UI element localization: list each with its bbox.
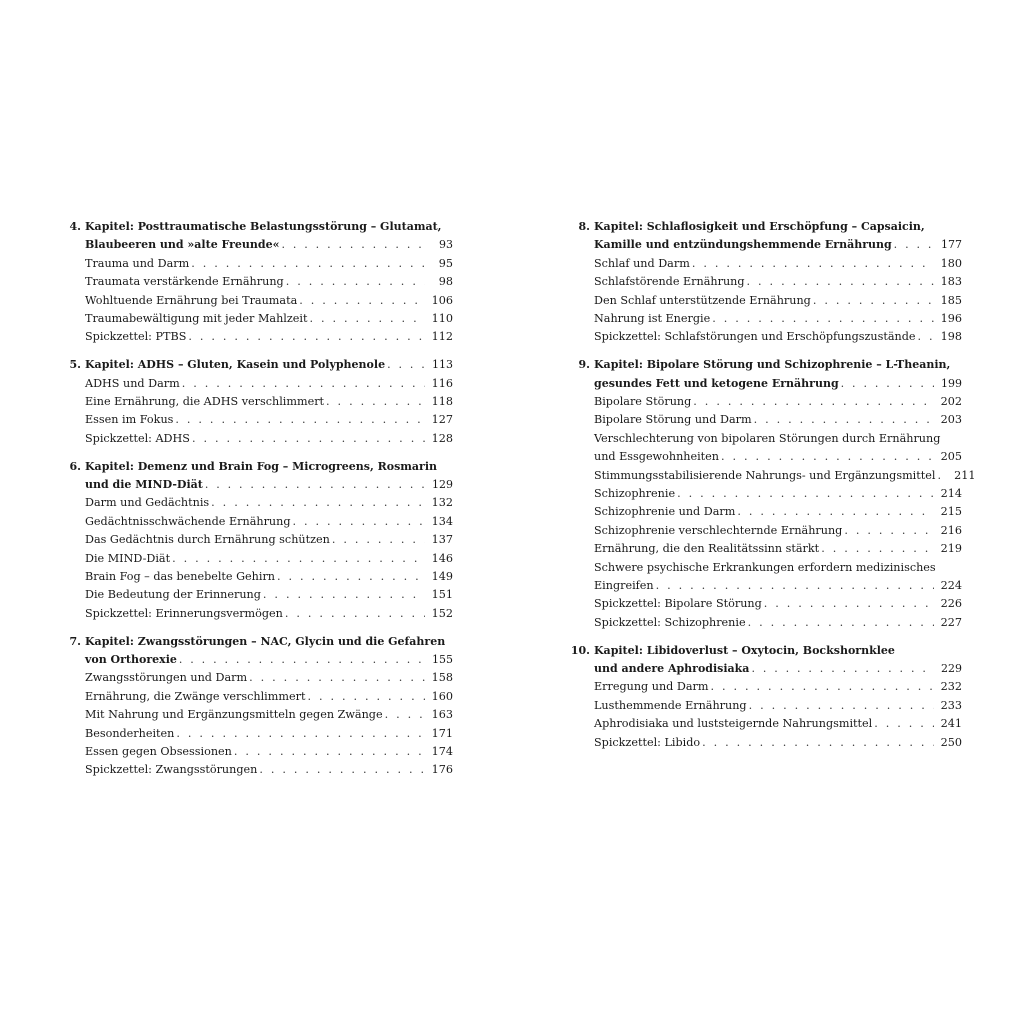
page-number: 205 — [940, 450, 962, 464]
chapter-heading-line — [53, 236, 453, 254]
chapter-block — [53, 458, 453, 624]
entry-title: Spickzettel: Bipolare Störung — [594, 597, 762, 611]
toc-leader-row — [85, 430, 453, 448]
page-number: 177 — [941, 238, 962, 252]
page-number: 146 — [431, 551, 453, 565]
toc-leader-row — [594, 375, 962, 393]
entry-title: Besonderheiten — [85, 726, 175, 740]
dot-leader — [324, 393, 425, 411]
toc-leader-row — [594, 540, 962, 558]
toc-entry — [562, 273, 962, 291]
entry-title: Gedächtnisschwächende Ernährung — [85, 514, 291, 528]
entry-title: Spickzettel: Schlafstörungen und Erschöpfungszustände — [594, 330, 916, 344]
toc-entry — [562, 614, 962, 632]
entry-title: Spickzettel: PTBS — [85, 330, 187, 344]
chapter-heading-line — [562, 375, 962, 393]
toc-entry — [562, 485, 962, 503]
entry-title: Verschlechterung von bipolaren Störungen durch Ernährung — [594, 431, 941, 445]
page-number: 118 — [431, 395, 453, 409]
entry-title: Schizophrenie — [594, 486, 676, 500]
dot-leader — [709, 678, 935, 696]
dot-leader — [892, 236, 934, 254]
toc-leader-row — [85, 568, 453, 586]
toc-leader-row — [85, 725, 453, 743]
page-number: 113 — [432, 358, 453, 372]
toc-leader-row — [594, 328, 962, 346]
dot-leader — [291, 513, 426, 531]
entry-title: Bipolare Störung und Darm — [594, 413, 752, 427]
toc-entry — [53, 411, 453, 429]
toc-leader-row — [85, 633, 453, 651]
dot-leader — [819, 540, 934, 558]
toc-entry — [53, 310, 453, 328]
dot-leader — [735, 503, 934, 521]
entry-title: Essen gegen Obsessionen — [85, 745, 232, 759]
toc-leader-row — [594, 273, 962, 291]
dot-leader — [305, 688, 425, 706]
chapter-number: 5. — [69, 358, 81, 372]
page-number: 250 — [940, 735, 962, 749]
toc-leader-row — [85, 218, 453, 236]
toc-leader-row — [85, 356, 453, 374]
chapter-title: und die MIND-Diät — [85, 478, 203, 492]
dot-leader — [275, 568, 425, 586]
page-number: 185 — [940, 293, 962, 307]
dot-leader — [762, 595, 934, 613]
page-number: 214 — [940, 486, 962, 500]
page-number: 199 — [941, 376, 962, 390]
dot-leader — [174, 725, 425, 743]
toc-leader-row — [594, 715, 962, 733]
toc-leader-row — [594, 642, 962, 660]
page-number: 176 — [431, 763, 453, 777]
entry-title: Ernährung, die Zwänge verschlimmert — [85, 689, 306, 703]
entry-title: Stimmungsstabilisierende Nahrungs- und Ergänzungsmittel — [594, 468, 936, 482]
chapter-title: Kapitel: Zwangsstörungen – NAC, Glycin und die Gefahren — [85, 634, 446, 648]
page-number: 137 — [431, 533, 453, 547]
toc-entry — [53, 605, 453, 623]
toc-leader-row — [594, 503, 962, 521]
toc-leader-row — [594, 522, 962, 540]
page-number: 227 — [940, 615, 962, 629]
page-number: 132 — [431, 496, 453, 510]
page-number: 216 — [940, 523, 962, 537]
dot-leader — [872, 715, 934, 733]
toc-entry — [53, 706, 453, 724]
dot-leader — [209, 494, 425, 512]
chapter-heading-line — [562, 660, 962, 678]
dot-leader — [247, 669, 425, 687]
chapter-heading-line — [562, 236, 962, 254]
chapter-heading-line — [53, 356, 453, 374]
page-number: 211 — [954, 468, 976, 482]
toc-leader-row — [594, 218, 962, 236]
dot-leader — [915, 328, 934, 346]
entry-title: Darm und Gedächtnis — [85, 496, 210, 510]
dot-leader — [261, 586, 425, 604]
entry-title: Nahrung ist Energie — [594, 311, 711, 325]
page-number: 158 — [431, 671, 453, 685]
dot-leader — [177, 651, 425, 669]
toc-entry-line — [562, 448, 962, 466]
page-number: 112 — [431, 330, 453, 344]
page-number: 152 — [431, 606, 453, 620]
dot-leader — [180, 375, 425, 393]
toc-leader-row — [85, 476, 453, 494]
dot-leader — [675, 485, 934, 503]
page-number: 203 — [940, 413, 962, 427]
dot-leader — [935, 467, 947, 485]
toc-leader-row — [85, 393, 453, 411]
page-number: 215 — [940, 505, 962, 519]
entry-title: Die Bedeutung der Erinnerung — [85, 588, 261, 602]
toc-leader-row — [594, 467, 976, 485]
chapter-block — [562, 356, 976, 632]
chapter-title: Kapitel: Demenz und Brain Fog – Microgreens, Rosmarin — [85, 459, 438, 473]
chapter-heading-line — [53, 458, 453, 476]
toc-column-right — [562, 218, 976, 761]
chapter-number: 7. — [69, 634, 81, 648]
toc-entry — [53, 328, 453, 346]
toc-leader-row — [85, 531, 453, 549]
toc-entry — [53, 255, 453, 273]
entry-title: Wohltuende Ernährung bei Traumata — [85, 293, 298, 307]
page-number: 183 — [940, 275, 962, 289]
entry-title: Schlafstörende Ernährung — [594, 275, 745, 289]
chapter-number: 4. — [69, 220, 81, 233]
toc-entry — [53, 292, 453, 310]
toc-leader-row — [85, 550, 453, 568]
toc-entry — [562, 715, 962, 733]
dot-leader — [710, 310, 934, 328]
page-number: 219 — [940, 542, 962, 556]
entry-title: und Essgewohnheiten — [594, 450, 720, 464]
toc-entry — [562, 522, 962, 540]
dot-leader — [307, 310, 425, 328]
entry-title: Schwere psychische Erkrankungen erfordern medizinisches — [594, 560, 936, 574]
entry-title: Eingreifen — [594, 578, 654, 592]
chapter-title: und andere Aphrodisiaka — [594, 661, 750, 675]
toc-entry — [562, 697, 962, 715]
toc-entry — [562, 540, 962, 558]
dot-leader — [752, 411, 934, 429]
dot-leader — [297, 292, 425, 310]
page-number: 151 — [431, 588, 453, 602]
toc-entry — [562, 292, 962, 310]
toc-entry — [53, 494, 453, 512]
toc-leader-row — [85, 494, 453, 512]
page-number: 129 — [432, 478, 453, 492]
page-number: 127 — [431, 413, 453, 427]
toc-leader-row — [594, 310, 962, 328]
dot-leader — [203, 476, 425, 494]
chapter-block — [562, 642, 962, 752]
page-number: 134 — [431, 514, 453, 528]
chapter-number: 6. — [69, 459, 81, 473]
toc-leader-row — [594, 734, 962, 752]
dot-leader — [690, 255, 934, 273]
page-number: 224 — [940, 578, 962, 592]
dot-leader — [232, 743, 425, 761]
toc-leader-row — [594, 559, 962, 577]
toc-leader-row — [85, 411, 453, 429]
dot-leader — [745, 273, 934, 291]
chapter-heading-line — [53, 476, 453, 494]
chapter-heading-line — [53, 633, 453, 651]
entry-title: Spickzettel: Libido — [594, 735, 701, 749]
chapter-title: Blaubeeren und »alte Freunde« — [85, 238, 280, 252]
dot-leader — [747, 697, 934, 715]
dot-leader — [173, 411, 425, 429]
dot-leader — [691, 393, 934, 411]
entry-title: Spickzettel: ADHS — [85, 431, 190, 445]
page-number: 241 — [940, 717, 962, 731]
toc-entry-line — [562, 577, 962, 595]
chapter-block — [562, 218, 962, 347]
toc-entry — [562, 467, 976, 485]
dot-leader — [330, 531, 425, 549]
toc-entry-line — [562, 559, 962, 577]
toc-entry — [53, 568, 453, 586]
toc-leader-row — [85, 651, 453, 669]
chapter-title: Kapitel: Schlaflosigkeit und Erschöpfung – Capsaicin, — [594, 220, 925, 233]
page-number: 93 — [439, 238, 453, 252]
page-number: 95 — [438, 256, 453, 270]
chapter-title: Kapitel: Bipolare Störung und Schizophrenie – L-Theanin, — [594, 358, 951, 372]
entry-title: Zwangsstörungen und Darm — [85, 671, 248, 685]
dot-leader — [385, 356, 425, 374]
toc-leader-row — [594, 577, 962, 595]
toc-leader-row — [85, 761, 453, 779]
toc-entry — [53, 550, 453, 568]
dot-leader — [284, 273, 425, 291]
page-number: 128 — [431, 431, 453, 445]
chapter-title: gesundes Fett und ketogene Ernährung — [594, 376, 839, 390]
toc-leader-row — [85, 292, 453, 310]
toc-leader-row — [594, 697, 962, 715]
chapter-block — [53, 633, 453, 780]
toc-leader-row — [594, 614, 962, 632]
entry-title: Essen im Fokus — [85, 413, 174, 427]
page-number: 196 — [940, 311, 962, 325]
dot-leader — [280, 236, 426, 254]
entry-title: Traumata verstärkende Ernährung — [85, 275, 284, 289]
dot-leader — [700, 734, 934, 752]
dot-leader — [719, 448, 934, 466]
chapter-heading-line — [53, 218, 453, 236]
toc-leader-row — [85, 605, 453, 623]
toc-leader-row — [594, 411, 962, 429]
toc-leader-row — [85, 236, 453, 254]
toc-leader-row — [85, 669, 453, 687]
toc-entry — [562, 503, 962, 521]
page-number: 160 — [431, 689, 453, 703]
toc-entry — [53, 761, 453, 779]
chapter-block — [53, 356, 453, 448]
toc-entry — [562, 255, 962, 273]
chapter-title: Kapitel: Posttraumatische Belastungsstörung – Glutamat, — [85, 220, 442, 233]
toc-entry-line — [562, 430, 962, 448]
toc-entry — [53, 688, 453, 706]
toc-entry — [53, 430, 453, 448]
chapter-heading-line — [562, 642, 962, 660]
page-number: 229 — [941, 661, 962, 675]
toc-entry — [562, 328, 962, 346]
chapter-title: von Orthorexie — [85, 653, 177, 667]
toc-leader-row — [594, 678, 962, 696]
entry-title: Aphrodisiaka und luststeigernde Nahrungsmittel — [594, 717, 873, 731]
toc-entry — [53, 725, 453, 743]
toc-leader-row — [594, 236, 962, 254]
page-number: 180 — [940, 256, 962, 270]
entry-title: Ernährung, die den Realitätssinn stärkt — [594, 542, 820, 556]
page-number: 106 — [431, 293, 453, 307]
toc-entry — [53, 743, 453, 761]
chapter-title: Kapitel: Libidoverlust – Oxytocin, Bockshornklee — [594, 643, 895, 657]
entry-title: Schizophrenie verschlechternde Ernährung — [594, 523, 843, 537]
toc-leader-row — [594, 430, 962, 448]
dot-leader — [746, 614, 934, 632]
chapter-number: 8. — [578, 220, 590, 233]
chapter-number: 9. — [578, 358, 590, 372]
entry-title: Traumabewältigung mit jeder Mahlzeit — [85, 311, 308, 325]
toc-column-left — [53, 218, 453, 789]
toc-leader-row — [594, 660, 962, 678]
toc-entry — [562, 678, 962, 696]
dot-leader — [842, 522, 934, 540]
page-number: 226 — [940, 597, 962, 611]
toc-leader-row — [85, 273, 453, 291]
entry-title: Schizophrenie und Darm — [594, 505, 736, 519]
entry-title: Den Schlaf unterstützende Ernährung — [594, 293, 811, 307]
entry-title: Das Gedächtnis durch Ernährung schützen — [85, 533, 330, 547]
dot-leader — [811, 292, 934, 310]
dot-leader — [283, 605, 425, 623]
toc-leader-row — [594, 292, 962, 310]
dot-leader — [383, 706, 425, 724]
dot-leader — [257, 761, 425, 779]
chapter-heading-line — [562, 356, 962, 374]
toc-entry — [53, 273, 453, 291]
page-number: 171 — [431, 726, 453, 740]
entry-title: Die MIND-Diät — [85, 551, 171, 565]
chapter-title: Kapitel: ADHS – Gluten, Kasein und Polyphenole — [85, 358, 386, 372]
page-number: 174 — [431, 745, 453, 759]
toc-leader-row — [594, 448, 962, 466]
toc-entry — [562, 595, 962, 613]
toc-entry — [53, 586, 453, 604]
entry-title: Lusthemmende Ernährung — [594, 698, 747, 712]
toc-entry — [53, 531, 453, 549]
toc-entry — [562, 734, 962, 752]
toc-leader-row — [594, 356, 962, 374]
entry-title: Spickzettel: Erinnerungsvermögen — [85, 606, 283, 620]
page-number: 98 — [438, 275, 453, 289]
entry-title: Erregung und Darm — [594, 680, 709, 694]
entry-title: Mit Nahrung und Ergänzungsmitteln gegen Zwänge — [85, 708, 383, 722]
entry-title: Bipolare Störung — [594, 395, 692, 409]
toc-leader-row — [85, 706, 453, 724]
entry-title: Eine Ernährung, die ADHS verschlimmert — [85, 395, 325, 409]
entry-title: Spickzettel: Zwangsstörungen — [85, 763, 258, 777]
toc-leader-row — [594, 485, 962, 503]
toc-entry — [53, 375, 453, 393]
page-number: 232 — [940, 680, 962, 694]
toc-entry — [53, 513, 453, 531]
page-number: 202 — [940, 395, 962, 409]
entry-title: Trauma und Darm — [85, 256, 190, 270]
page-number: 198 — [940, 330, 962, 344]
toc-leader-row — [85, 458, 453, 476]
chapter-number: 10. — [570, 643, 590, 657]
toc-leader-row — [85, 513, 453, 531]
toc-entry — [562, 411, 962, 429]
toc-leader-row — [85, 688, 453, 706]
chapter-heading-line — [53, 651, 453, 669]
entry-title: Schlaf und Darm — [594, 256, 690, 270]
chapter-block — [53, 218, 453, 347]
toc-leader-row — [85, 310, 453, 328]
toc-entry — [562, 310, 962, 328]
dot-leader — [170, 550, 425, 568]
dot-leader — [654, 577, 934, 595]
toc-leader-row — [85, 586, 453, 604]
chapter-heading-line — [562, 218, 962, 236]
entry-title: ADHS und Darm — [85, 376, 180, 390]
toc-leader-row — [85, 743, 453, 761]
dot-leader — [190, 430, 425, 448]
page-number: 116 — [431, 376, 453, 390]
toc-leader-row — [85, 255, 453, 273]
toc-entry — [53, 669, 453, 687]
dot-leader — [749, 660, 934, 678]
toc-entry — [53, 393, 453, 411]
dot-leader — [186, 328, 425, 346]
dot-leader — [839, 375, 934, 393]
page-number: 110 — [431, 311, 453, 325]
toc-leader-row — [85, 328, 453, 346]
toc-leader-row — [85, 375, 453, 393]
toc-leader-row — [594, 393, 962, 411]
page-number: 233 — [940, 698, 962, 712]
entry-title: Spickzettel: Schizophrenie — [594, 615, 746, 629]
page-number: 149 — [431, 570, 453, 584]
chapter-title: Kamille und entzündungshemmende Ernährung — [594, 238, 892, 252]
toc-leader-row — [594, 595, 962, 613]
entry-title: Brain Fog – das benebelte Gehirn — [85, 570, 275, 584]
page-number: 155 — [432, 653, 453, 667]
toc-entry — [562, 393, 962, 411]
page-number: 163 — [431, 708, 453, 722]
toc-leader-row — [594, 255, 962, 273]
dot-leader — [189, 255, 425, 273]
